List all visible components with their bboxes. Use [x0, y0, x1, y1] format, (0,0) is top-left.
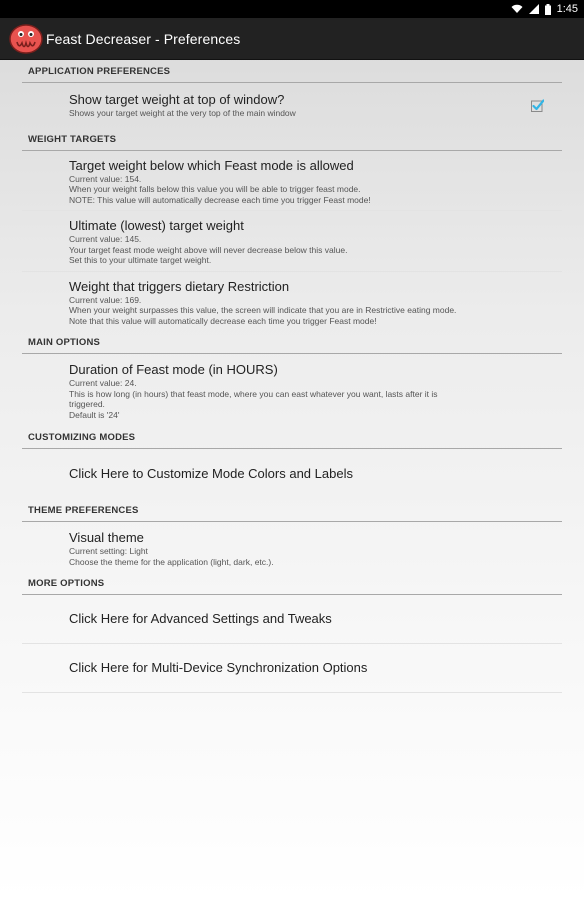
pref-summary: When your weight falls below this value you will be able to trigger feast mode. — [69, 184, 361, 194]
octopus-app-icon[interactable] — [8, 23, 44, 55]
section-header-theme: THEME PREFERENCES — [22, 499, 562, 522]
pref-title: Duration of Feast mode (in HOURS) — [69, 362, 278, 377]
pref-summary: Your target feast mode weight above will never decrease below this value. — [69, 244, 348, 255]
pref-title: Show target weight at top of window? — [69, 92, 285, 107]
pref-summary-cont: triggered. — [69, 399, 105, 409]
pref-current-setting: Current setting: Light — [69, 546, 148, 556]
pref-title: Weight that triggers dietary Restriction — [69, 278, 290, 294]
preferences-list — [0, 60, 584, 693]
window-title: Feast Decreaser - Preferences — [46, 30, 241, 47]
section-header-application: APPLICATION PREFERENCES — [22, 60, 562, 83]
section-header-more-options: MORE OPTIONS — [22, 572, 562, 595]
pref-title: Click Here to Customize Mode Colors and Labels — [69, 466, 353, 481]
pref-show-target-weight[interactable] — [22, 83, 562, 128]
section-header-main-options: MAIN OPTIONS — [22, 331, 562, 354]
pref-default: Default is '24' — [69, 409, 120, 420]
pref-summary: This is how long (in hours) that feast mode, where you can east whatever you want, lasts after it is — [69, 388, 438, 399]
battery-icon — [545, 4, 551, 15]
wifi-icon — [511, 4, 523, 14]
pref-title: Ultimate (lowest) target weight — [69, 218, 244, 233]
pref-current-value: Current value: 145. — [69, 234, 142, 244]
pref-feast-duration[interactable] — [22, 354, 562, 426]
pref-visual-theme[interactable] — [22, 522, 562, 572]
pref-note: NOTE: This value will automatically decrease each time you trigger Feast mode! — [69, 194, 371, 205]
pref-summary: When your weight surpasses this value, the screen will indicate that you are in Restrictive eating mode. — [69, 305, 457, 315]
pref-customize-modes[interactable] — [22, 449, 562, 499]
pref-summary: Shows your target weight at the very top of the main window — [69, 108, 296, 118]
checkbox-checked-icon[interactable] — [531, 99, 544, 112]
pref-note: Set this to your ultimate target weight. — [69, 255, 212, 265]
status-bar — [0, 0, 584, 18]
pref-title: Click Here for Multi-Device Synchronization Options — [69, 660, 368, 675]
pref-title: Visual theme — [69, 530, 144, 545]
action-bar — [0, 18, 584, 60]
pref-restriction-weight[interactable] — [22, 272, 562, 332]
pref-summary: Choose the theme for the application (light, dark, etc.). — [69, 556, 274, 567]
pref-current-value: Current value: 24. — [69, 378, 137, 388]
pref-sync-options[interactable] — [22, 644, 562, 693]
signal-icon — [529, 4, 539, 14]
pref-current-value: Current value: 169. — [69, 294, 142, 305]
pref-title: Target weight below which Feast mode is allowed — [69, 157, 354, 173]
pref-current-value: Current value: 154. — [69, 173, 142, 184]
clock: 1:45 — [556, 3, 578, 15]
pref-note: Note that this value will automatically decrease each time you trigger Feast mode! — [69, 315, 377, 326]
pref-title: Click Here for Advanced Settings and Tweaks — [69, 611, 332, 626]
pref-ultimate-target[interactable] — [22, 211, 562, 272]
pref-advanced-settings[interactable] — [22, 595, 562, 644]
section-header-weight-targets: WEIGHT TARGETS — [22, 128, 562, 151]
section-header-customizing-modes: CUSTOMIZING MODES — [22, 426, 562, 449]
pref-feast-threshold[interactable] — [22, 151, 562, 212]
